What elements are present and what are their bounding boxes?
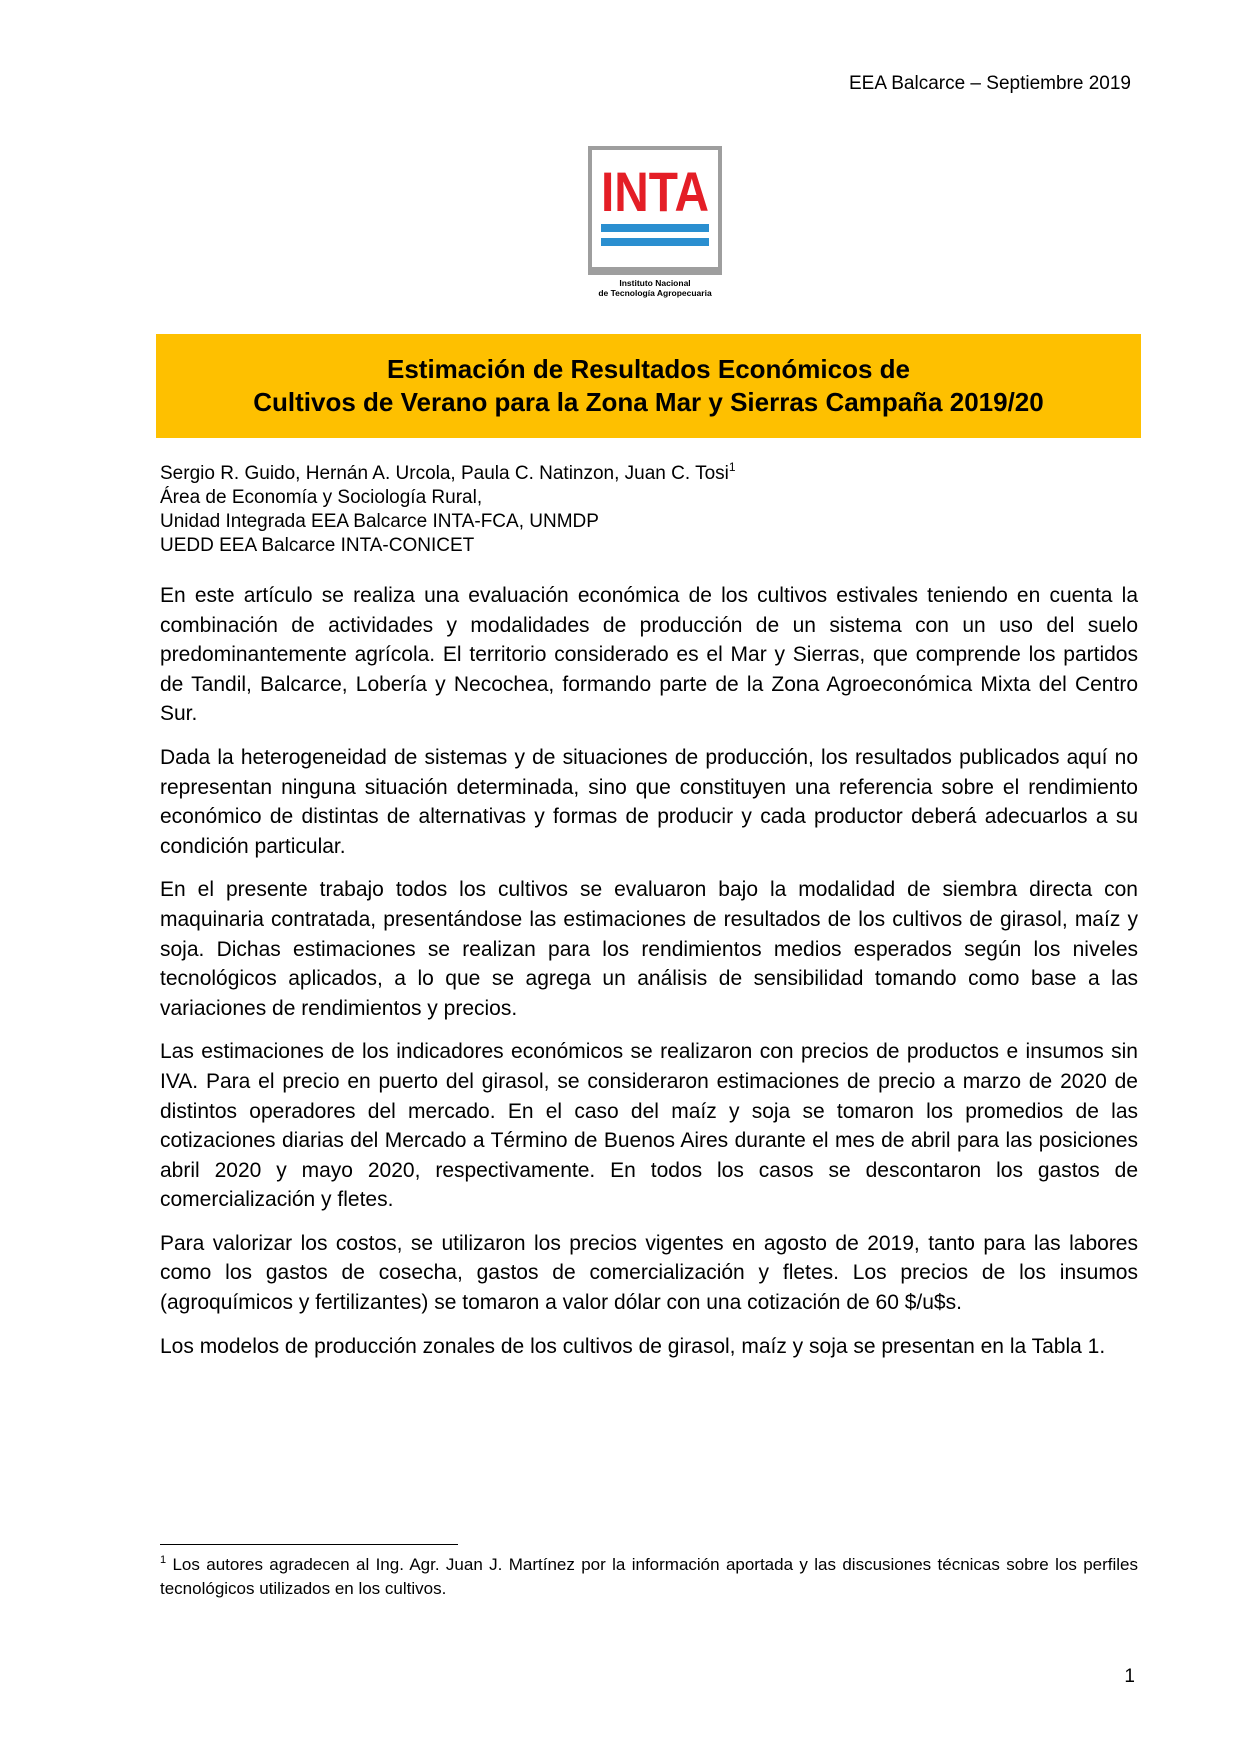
body-paragraph: Las estimaciones de los indicadores económicos se realizaron con precios de productos e insumos sin IVA. Para el precio en puerto del girasol, se consideraron estimaciones de precio a marzo de 2020 de distintos operadores del mercado. En el caso del maíz y soja se tomaron los promedios de las cotizaciones diarias del Mercado a Término de Buenos Aires durante el mes de abril para las posiciones abril 2020 y mayo 2020, respectivamente. En todos los casos se descontaron los gastos de comercialización y fletes. — [160, 1040, 1138, 1212]
author-footnote-mark: 1 — [728, 460, 736, 474]
body-text — [160, 581, 1138, 1375]
title-line-1: Estimación de Resultados Económicos de — [386, 354, 911, 384]
footnote — [160, 1553, 1138, 1601]
inta-logo — [588, 146, 722, 302]
author-affiliation-3: UEDD EEA Balcarce INTA-CONICET — [160, 535, 475, 556]
body-paragraph: Para valorizar los costos, se utilizaron los precios vigentes en agosto de 2019, tanto para las labores como los gastos de cosecha, gastos de comercialización y fletes. Los precios de los insumos (agroquímicos y fertilizantes) se tomaron a valor dólar con una cotización de 60 $/u$s. — [160, 1231, 1138, 1315]
author-names: Sergio R. Guido, Hernán A. Urcola, Paula C. Natinzon, Juan C. Tosi — [160, 463, 729, 484]
author-affiliation-1: Área de Economía y Sociología Rural, — [160, 487, 483, 508]
logo-stripe-top — [601, 224, 709, 232]
title-band — [156, 334, 1141, 438]
author-names-line — [160, 462, 736, 486]
body-paragraph: En el presente trabajo todos los cultivos se evaluaron bajo la modalidad de siembra directa con maquinaria contratada, presentándose las estimaciones de resultados de los cultivos de girasol, maíz y soja. Dichas estimaciones se realizan para los rendimientos medios esperados según los niveles tecnológicos aplicados, a lo que se agrega un análisis de sensibilidad tomando como base a las variaciones de rendimientos y precios. — [160, 878, 1138, 1020]
body-paragraph: En este artículo se realiza una evaluación económica de los cultivos estivales teniendo en cuenta la combinación de actividades y modalidades de producción de un sistema con un uso del suelo predominantemente agrícola. El territorio considerado es el Mar y Sierras, que comprende los partidos de Tandil, Balcarce, Lobería y Necochea, formando parte de la Zona Agroeconómica Mixta del Centro Sur. — [160, 584, 1138, 726]
inta-logo-graphic — [588, 146, 722, 302]
body-paragraph: Los modelos de producción zonales de los cultivos de girasol, maíz y soja se presentan en la Tabla 1. — [160, 1334, 1106, 1358]
logo-stripe-bottom — [601, 238, 709, 246]
author-block — [160, 462, 736, 558]
footnote-text: Los autores agradecen al Ing. Agr. Juan J. Martínez por la información aportada y las discusiones técnicas sobre los perfiles tecnológicos utilizados en los cultivos. — [160, 1555, 1138, 1598]
page-number: 1 — [1124, 1666, 1135, 1687]
title-line-2: Cultivos de Verano para la Zona Mar y Sierras Campaña 2019/20 — [253, 387, 1044, 417]
header-date: EEA Balcarce – Septiembre 2019 — [848, 73, 1131, 94]
logo-wordmark: INTA — [601, 160, 709, 223]
footnote-mark: 1 — [160, 1554, 167, 1566]
author-affiliation-2: Unidad Integrada EEA Balcarce INTA-FCA, UNMDP — [160, 511, 599, 532]
footnote-divider — [160, 1544, 458, 1545]
logo-caption-line1: Instituto Nacional — [619, 278, 691, 288]
body-paragraph: Dada la heterogeneidad de sistemas y de situaciones de producción, los resultados publicados aquí no representan ninguna situación determinada, sino que constituyen una referencia sobre el rendimiento económico de distintas de alternativas y formas de producir y cada productor deberá adecuarlos a su condición particular. — [160, 745, 1138, 858]
logo-caption-line2: de Tecnología Agropecuaria — [598, 288, 712, 298]
